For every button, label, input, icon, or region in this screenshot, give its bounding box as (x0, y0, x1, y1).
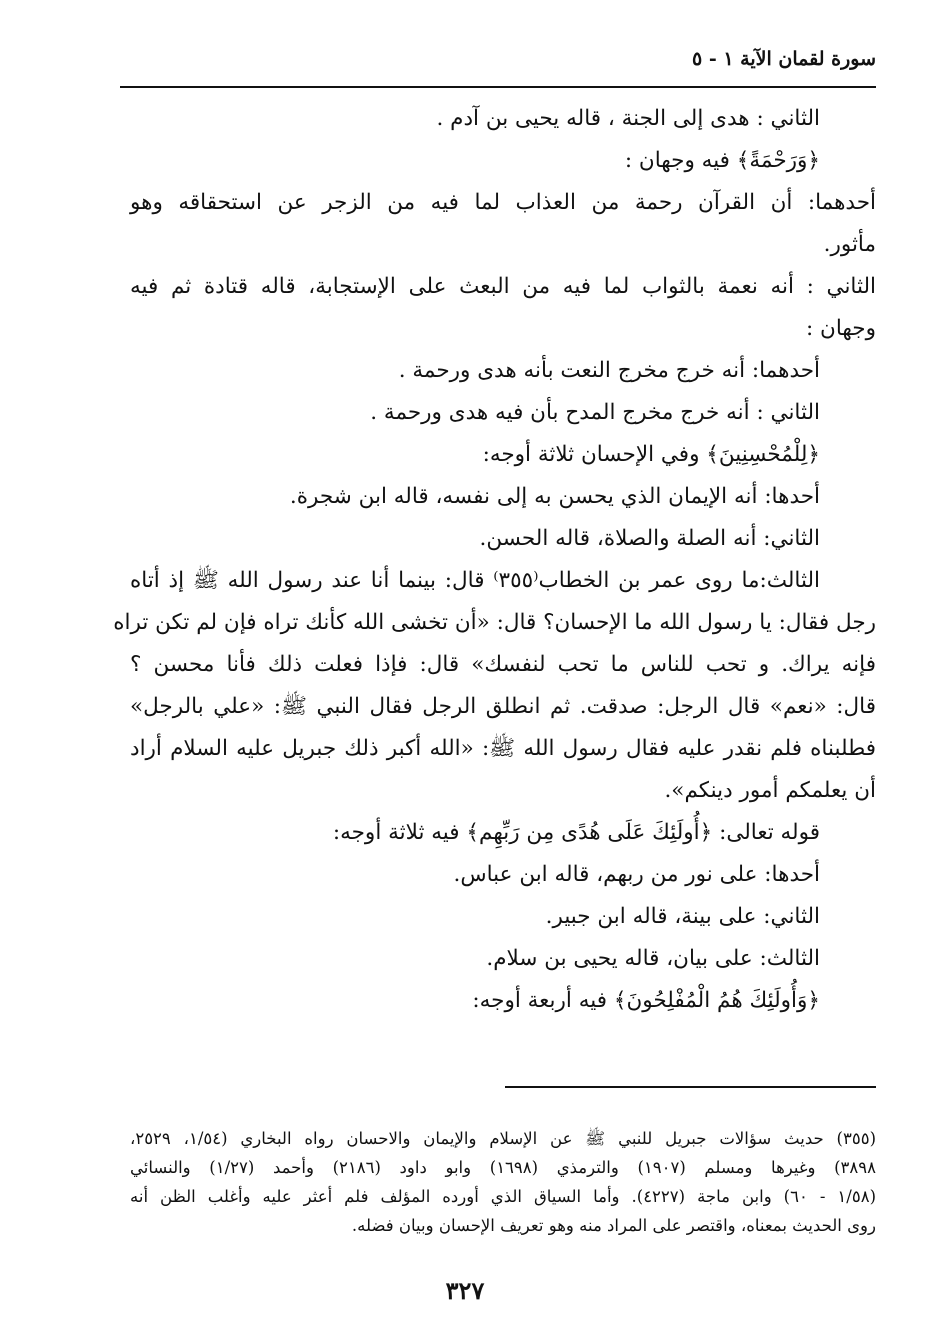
footnotes (130, 1124, 876, 1240)
text-line: أحدها: أنه الإيمان الذي يحسن به إلى نفسه، قاله ابن شجرة. (289, 484, 820, 509)
text-line: الثاني: أنه الصلة والصلاة، قاله الحسن. (479, 526, 820, 551)
footnote-line: ٣٨٩٨) وغيرها ومسلم (١٩٠٧) والترمذي (١٦٩٨) وابو داود (٢١٨٦) وأحمد (١/٢٧) والنسائي (130, 1158, 876, 1177)
text-line: ﴿لِلْمُحْسِنِينَ﴾ وفي الإحسان ثلاثة أوجه: (482, 442, 820, 467)
text-line: أحدهما: أنه خرج مخرج النعت بأنه هدى ورحمة . (398, 358, 820, 383)
footnote-separator (505, 1086, 876, 1088)
text-line: فطلبناه فلم نقدر عليه فقال رسول الله ﷺ: «الله أكبر ذلك جبريل عليه السلام أراد (130, 736, 876, 761)
main-text (113, 98, 876, 1022)
text-line: ﴿وَأُولَئِكَ هُمُ الْمُفْلِحُونَ﴾ فيه أربعة أوجه: (472, 988, 820, 1013)
text-line: الثاني : هدى إلى الجنة ، قاله يحيى بن آدم . (436, 106, 820, 131)
text-line: قال: «نعم» قال الرجل: صدقت. ثم انطلق الرجل فقال النبي ﷺ: «علي بالرجل» (130, 694, 876, 719)
text-line: رجل فقال: يا رسول الله ما الإحسان؟ قال: «أن تخشى الله كأنك تراه فإن لم تكن تراه (113, 610, 876, 635)
footnote-line: (٣٥٥) حديث سؤالات جبريل للنبي ﷺ عن الإسلام والإيمان والاحسان رواه البخاري (١/٥٤، ٢٥٢٩، (130, 1129, 876, 1148)
text-line: الثالث: على بيان، قاله يحيى بن سلام. (486, 946, 820, 971)
text-line: الثاني : أنه نعمة بالثواب لما فيه من البعث على الإستجابة، قاله قتادة ثم فيه (130, 274, 876, 299)
text-line: ﴿وَرَحْمَةً﴾ فيه وجهان : (624, 148, 820, 173)
text-line: أن يعلمكم أمور دينكم». (664, 778, 876, 803)
footnote-line: (١/٥٨ - ٦٠) وابن ماجة (٤٢٢٧). وأما السياق الذي أورده المؤلف فلم أعثر عليه وأغلب الظن أنه (130, 1187, 876, 1206)
header-rule (120, 86, 876, 88)
text-line: أحدها: على نور من ربهم، قاله ابن عباس. (453, 862, 820, 887)
text-line: مأثور. (823, 232, 876, 257)
running-header: سورة لقمان الآية ١ - ٥ (692, 48, 876, 70)
footnote-line: روى الحديث بمعناه، واقتصر على المراد منه وهو تعريف الإحسان وبيان فضله. (351, 1216, 876, 1235)
text-line: الثالث:ما روى عمر بن الخطاب⁽٣٥٥⁾ قال: بينما أنا عند رسول الله ﷺ إذ أتاه (130, 568, 820, 593)
text-line: وجهان : (805, 316, 876, 341)
text-line: الثاني: على بينة، قاله ابن جبير. (545, 904, 820, 929)
text-line: الثاني : أنه خرج مخرج المدح بأن فيه هدى ورحمة . (370, 400, 820, 425)
text-line: قوله تعالى: ﴿أُولَئِكَ عَلَى هُدًى مِن رَبِّهِم﴾ فيه ثلاثة أوجه: (332, 820, 820, 845)
text-line: أحدهما: أن القرآن رحمة من العذاب لما فيه من الزجر عن استحقاقه وهو (130, 190, 876, 215)
text-line: فإنه يراك. و تحب للناس ما تحب لنفسك» قال: فإذا فعلت ذلك فأنا محسن ؟ (130, 652, 876, 677)
page-number: ٣٢٧ (445, 1276, 485, 1305)
